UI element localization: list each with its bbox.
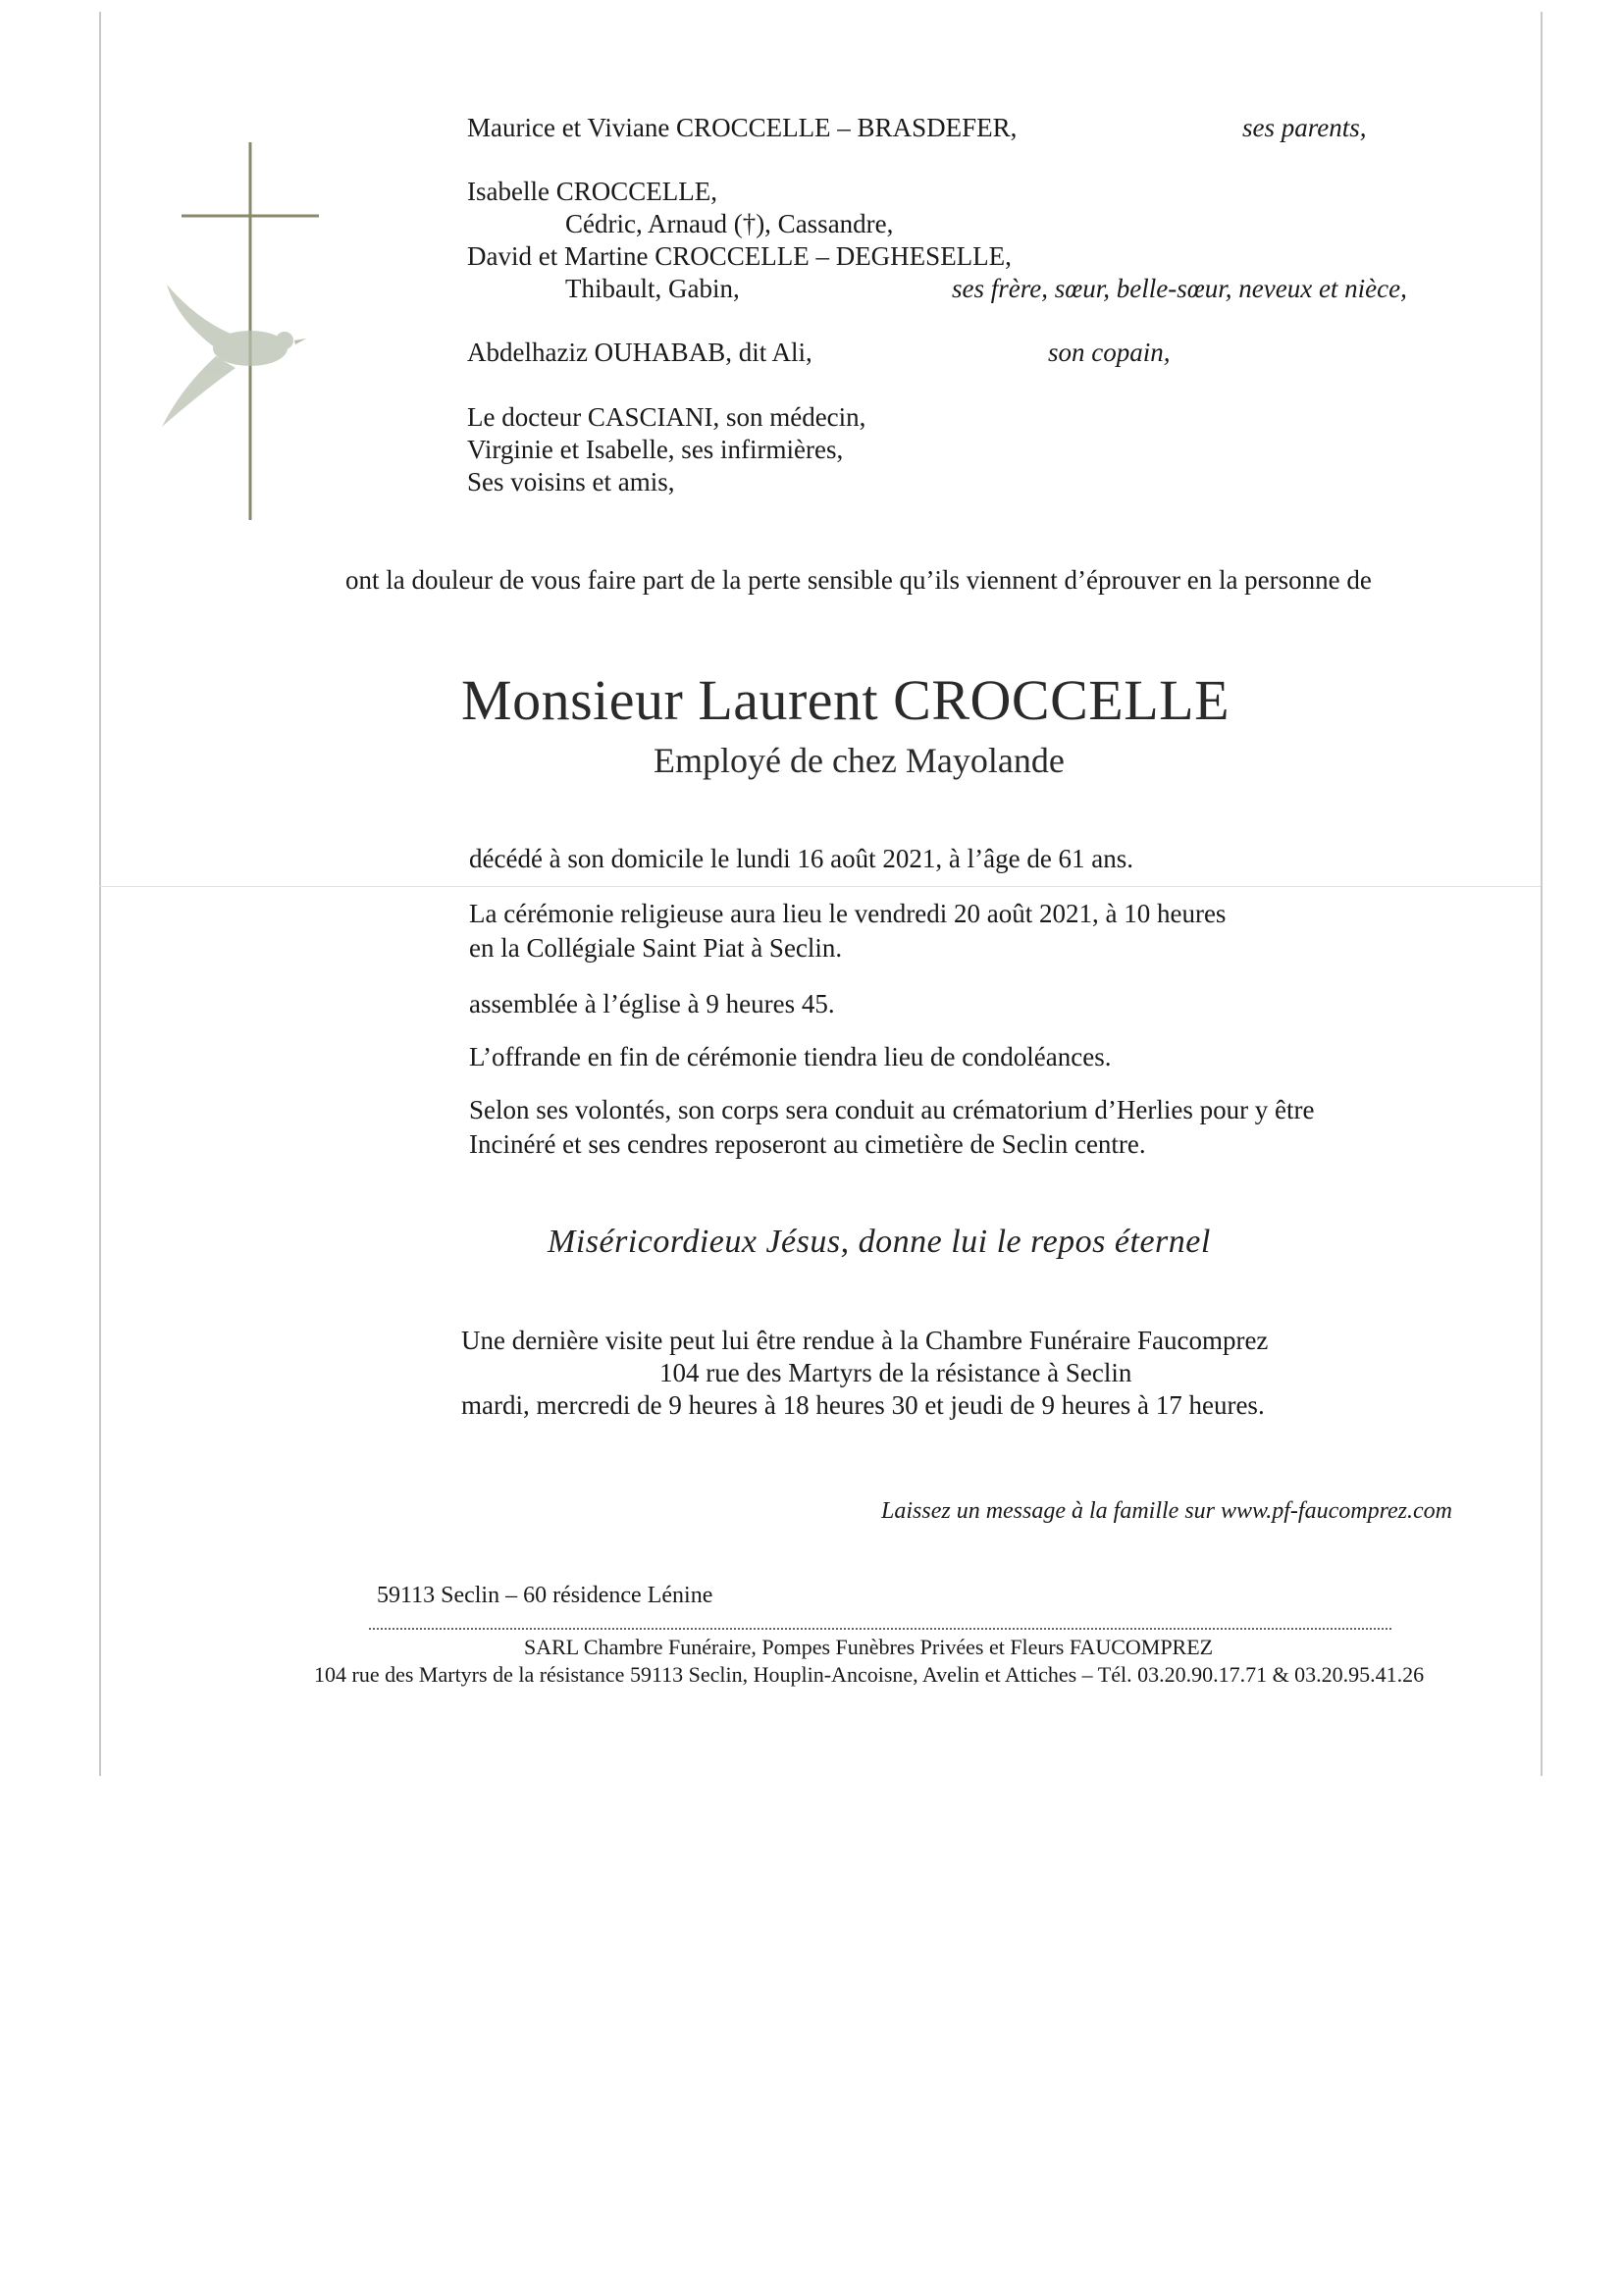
others-line-3: Ses voisins et amis,: [467, 467, 675, 496]
deceased-name: Monsieur Laurent CROCCELLE: [461, 668, 1230, 732]
partner-line: Abdelhaziz OUHABAB, dit Ali,: [467, 338, 812, 367]
parents-role: ses parents,: [1242, 113, 1367, 142]
siblings-line-1: Isabelle CROCCELLE,: [467, 177, 717, 206]
others-line-2: Virginie et Isabelle, ses infirmières,: [467, 435, 844, 464]
right-page-edge: [1541, 12, 1543, 1776]
others-line-1: Le docteur CASCIANI, son médecin,: [467, 402, 866, 432]
visit-line-2: 104 rue des Martyrs de la résistance à Seclin: [659, 1358, 1132, 1387]
offering-details: L’offrande en fin de cérémonie tiendra lieu de condoléances.: [469, 1042, 1112, 1071]
message-text: Laissez un message à la famille sur www.pf-faucomprez.com: [881, 1498, 1452, 1524]
footer-separator: [369, 1628, 1391, 1630]
visit-line-3: mardi, mercredi de 9 heures à 18 heures 30 et jeudi de 9 heures à 17 heures.: [461, 1390, 1265, 1420]
prayer-text: Miséricordieux Jésus, donne lui le repos éternel: [548, 1224, 1211, 1260]
ceremony-line-2: en la Collégiale Saint Piat à Seclin.: [469, 933, 843, 963]
siblings-line-4: Thibault, Gabin,: [565, 274, 740, 303]
family-address: 59113 Seclin – 60 résidence Lénine: [377, 1583, 713, 1608]
siblings-line-3: David et Martine CROCCELLE – DEGHESELLE,: [467, 241, 1012, 271]
siblings-line-2: Cédric, Arnaud (†), Cassandre,: [565, 209, 894, 238]
dove-icon: [157, 280, 314, 437]
siblings-role: ses frère, sœur, belle-sœur, neveux et nièce,: [952, 274, 1407, 303]
parents-line: Maurice et Viviane CROCCELLE – BRASDEFER,: [467, 113, 1018, 142]
left-page-edge: [99, 12, 101, 1776]
fold-line: [100, 886, 1541, 887]
visit-line-1: Une dernière visite peut lui être rendue à la Chambre Funéraire Faucomprez: [461, 1326, 1269, 1355]
announcement-text: ont la douleur de vous faire part de la perte sensible qu’ils viennent d’éprouver en la personne de: [345, 565, 1372, 595]
footer-company: SARL Chambre Funéraire, Pompes Funèbres Privées et Fleurs FAUCOMPREZ: [524, 1635, 1214, 1659]
deceased-occupation: Employé de chez Mayolande: [654, 741, 1065, 780]
ceremony-line-1: La cérémonie religieuse aura lieu le vendredi 20 août 2021, à 10 heures: [469, 899, 1227, 928]
partner-role: son copain,: [1048, 338, 1171, 367]
death-details: décédé à son domicile le lundi 16 août 2021, à l’âge de 61 ans.: [469, 844, 1134, 873]
assembly-details: assemblée à l’église à 9 heures 45.: [469, 989, 835, 1018]
footer-contact: 104 rue des Martyrs de la résistance 59113 Seclin, Houplin-Ancoisne, Avelin et Attiches – Tél. 03.20.90.17.71 & 03.20.95.41.26: [314, 1662, 1425, 1687]
wishes-line-1: Selon ses volontés, son corps sera conduit au crématorium d’Herlies pour y être: [469, 1095, 1315, 1124]
wishes-line-2: Incinéré et ses cendres reposeront au cimetière de Seclin centre.: [469, 1129, 1146, 1159]
